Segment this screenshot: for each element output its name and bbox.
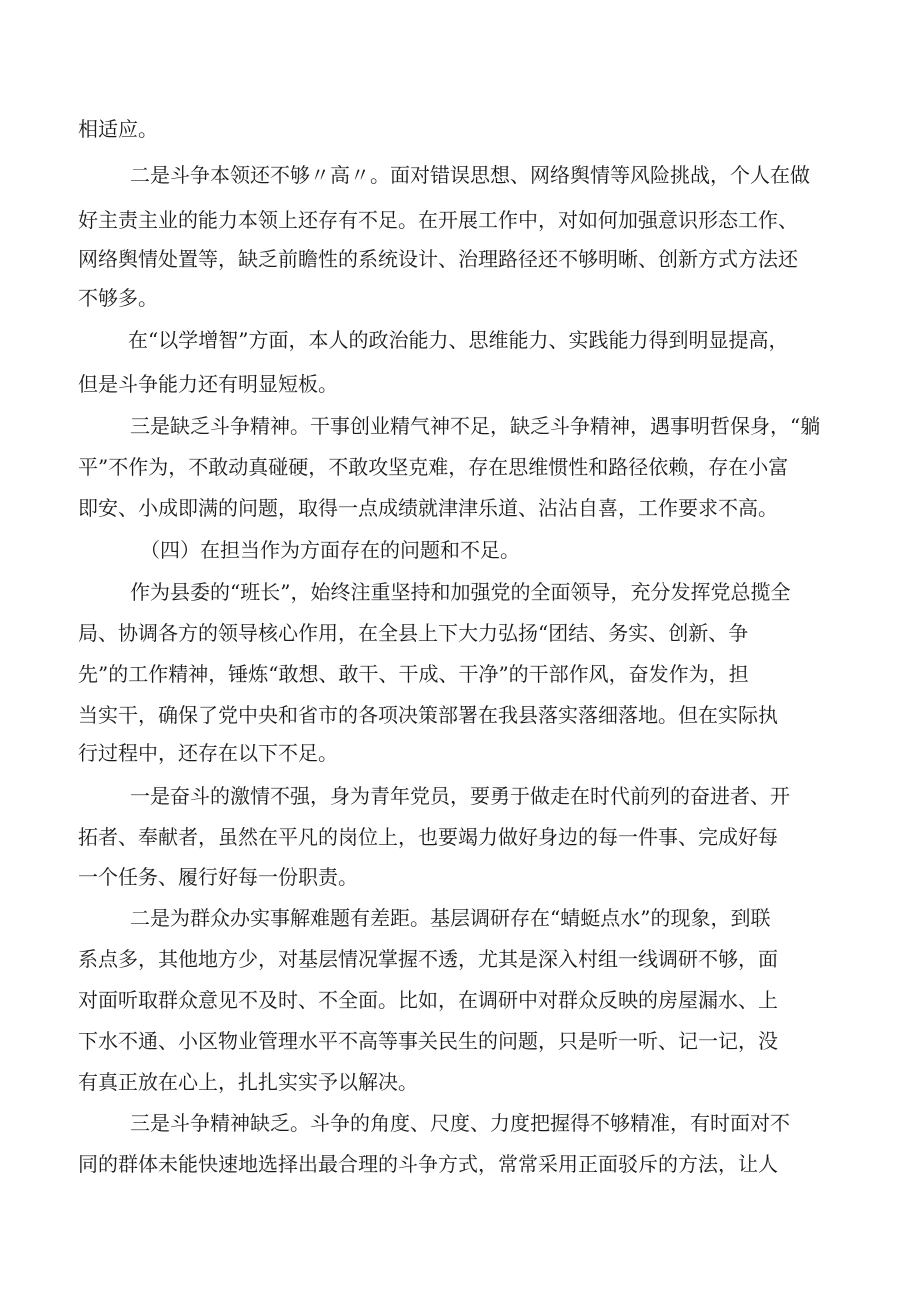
text-line: 同的群体未能快速地选择出最合理的斗争方式，常常采用正面驳斥的方法，让人 [78, 1152, 778, 1176]
text-line: 相适应。 [78, 117, 158, 141]
text-line: 平”不作为，不敢动真碰硬，不敢攻坚克难，存在思维惯性和路径依赖，存在小富 [78, 455, 789, 479]
text-line: 三是斗争精神缺乏。斗争的角度、尺度、力度把握得不够精准，有时面对不 [130, 1111, 790, 1135]
text-line: 好主责主业的能力本领上还存有不足。在开展工作中，对如何加强意识形态工作、 [78, 208, 798, 232]
text-line: 二是斗争本领还不够〃高〃。面对错误思想、网络舆情等风险挑战，个人在做 [130, 163, 810, 187]
text-line: 下水不通、小区物业管理水平不高等事关民生的问题，只是听一听、记一记，没 [78, 1029, 778, 1053]
text-line: 三是缺乏斗争精神。干事创业精气神不足，缺乏斗争精神，遇事明哲保身，“躺 [130, 414, 821, 438]
text-line: 当实干，确保了党中央和省市的各项决策部署在我县落实落细落地。但在实际执 [78, 703, 778, 727]
text-line: 在“以学增智”方面，本人的政治能力、思维能力、实践能力得到明显提高， [128, 328, 789, 352]
text-line: 先”的工作精神，锤炼“敢想、敢干、干成、干净”的干部作风，奋发作为，担 [78, 662, 749, 686]
text-line: 系点多，其他地方少，对基层情况掌握不透，尤其是深入村组一线调研不够，面 [78, 947, 778, 971]
text-line: 网络舆情处置等，缺乏前瞻性的系统设计、治理路径还不够明晰、创新方式方法还 [78, 247, 798, 271]
text-line: 即安、小成即满的问题，取得一点成绩就津津乐道、沾沾自喜，工作要求不高。 [78, 496, 778, 520]
text-line: 拓者、奉献者，虽然在平凡的岗位上，也要竭力做好身边的每一件事、完成好每 [78, 825, 778, 849]
text-line: 对面听取群众意见不及时、不全面。比如，在调研中对群众反映的房屋漏水、上 [78, 988, 778, 1012]
text-line: 局、协调各方的领导核心作用，在全县上下大力弘扬“团结、务实、创新、争 [78, 621, 749, 645]
text-line: 一个任务、履行好每一份职责。 [78, 865, 358, 889]
text-line: 作为县委的“班长”，始终注重坚持和加强党的全面领导，充分发挥党总揽全 [130, 580, 791, 604]
text-line: 一是奋斗的激情不强，身为青年党员，要勇于做走在时代前列的奋进者、开 [130, 784, 790, 808]
section-heading: （四）在担当作为方面存在的问题和不足。 [140, 538, 520, 562]
text-line: 二是为群众办实事解难题有差距。基层调研存在“蜻蜓点水”的现象，到联 [130, 906, 771, 930]
text-line: 不够多。 [78, 286, 158, 310]
text-line: 但是斗争能力还有明显短板。 [78, 372, 338, 396]
text-line: 行过程中，还存在以下不足。 [78, 741, 338, 765]
text-line: 有真正放在心上，扎扎实实予以解决。 [78, 1070, 418, 1094]
